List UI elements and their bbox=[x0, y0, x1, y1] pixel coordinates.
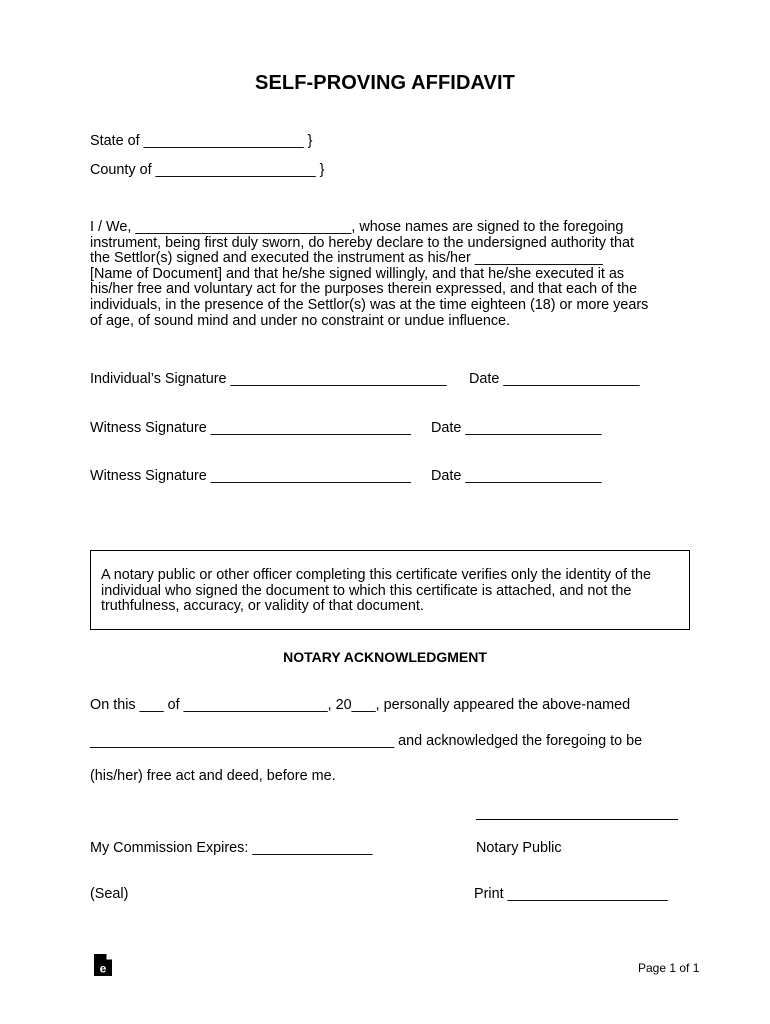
notice-line: A notary public or other officer completing this certificate verifies only the identity of the bbox=[101, 567, 652, 583]
notice-line: individual who signed the document to which this certificate is attached, and not the bbox=[101, 582, 632, 599]
notice-line: truthfulness, accuracy, or validity of that document. bbox=[101, 598, 424, 615]
body-line: I / We, ___________________________, whose names are signed to the foregoing bbox=[90, 219, 624, 235]
seal-label: (Seal) bbox=[90, 886, 129, 902]
page-number: Page 1 of 1 bbox=[638, 961, 700, 975]
notary-line-1: On this ___ of __________________, 20___, personally appeared the above-named bbox=[90, 697, 631, 713]
witness2-date-line: Date _________________ bbox=[431, 468, 602, 484]
body-line: of age, of sound mind and under no constraint or undue influence. bbox=[90, 312, 511, 329]
body-line: individuals, in the presence of the Settlor(s) was at the time eighteen (18) or more years bbox=[90, 296, 649, 313]
body-line: the Settlor(s) signed and executed the instrument as his/her ________________ bbox=[90, 250, 603, 267]
body-line: instrument, being first duly sworn, do hereby declare to the undersigned authority that bbox=[90, 234, 634, 251]
body-line: his/her free and voluntary act for the purposes therein expressed, and that each of the bbox=[90, 281, 638, 298]
notary-notice-box bbox=[90, 550, 690, 630]
print-name-line: Print ____________________ bbox=[474, 886, 668, 902]
notary-heading: NOTARY ACKNOWLEDGMENT bbox=[283, 649, 487, 665]
individual-signature-line: Individual’s Signature ___________________________ bbox=[90, 371, 447, 387]
state-line: State of ____________________ } bbox=[90, 133, 313, 149]
svg-text:e: e bbox=[99, 961, 107, 976]
individual-date-line: Date _________________ bbox=[469, 371, 640, 387]
county-line: County of ____________________ } bbox=[90, 162, 325, 178]
commission-expires-line: My Commission Expires: _______________ bbox=[90, 840, 373, 856]
notary-line-2: ______________________________________ and acknowledged the foregoing to be bbox=[90, 733, 643, 749]
body-line: [Name of Document] and that he/she signed willingly, and that he/she executed it as bbox=[90, 265, 625, 282]
affidavit-body bbox=[90, 220, 690, 329]
witness1-signature-line: Witness Signature _________________________ bbox=[90, 420, 411, 436]
notary-public-label: Notary Public bbox=[476, 840, 562, 856]
eforms-logo-icon bbox=[93, 953, 113, 977]
witness1-date-line: Date _________________ bbox=[431, 420, 602, 436]
document-title: SELF-PROVING AFFIDAVIT bbox=[255, 72, 515, 94]
notary-line-3: (his/her) free act and deed, before me. bbox=[90, 768, 336, 784]
witness2-signature-line: Witness Signature _________________________ bbox=[90, 468, 411, 484]
notary-signature-rule bbox=[476, 819, 678, 820]
